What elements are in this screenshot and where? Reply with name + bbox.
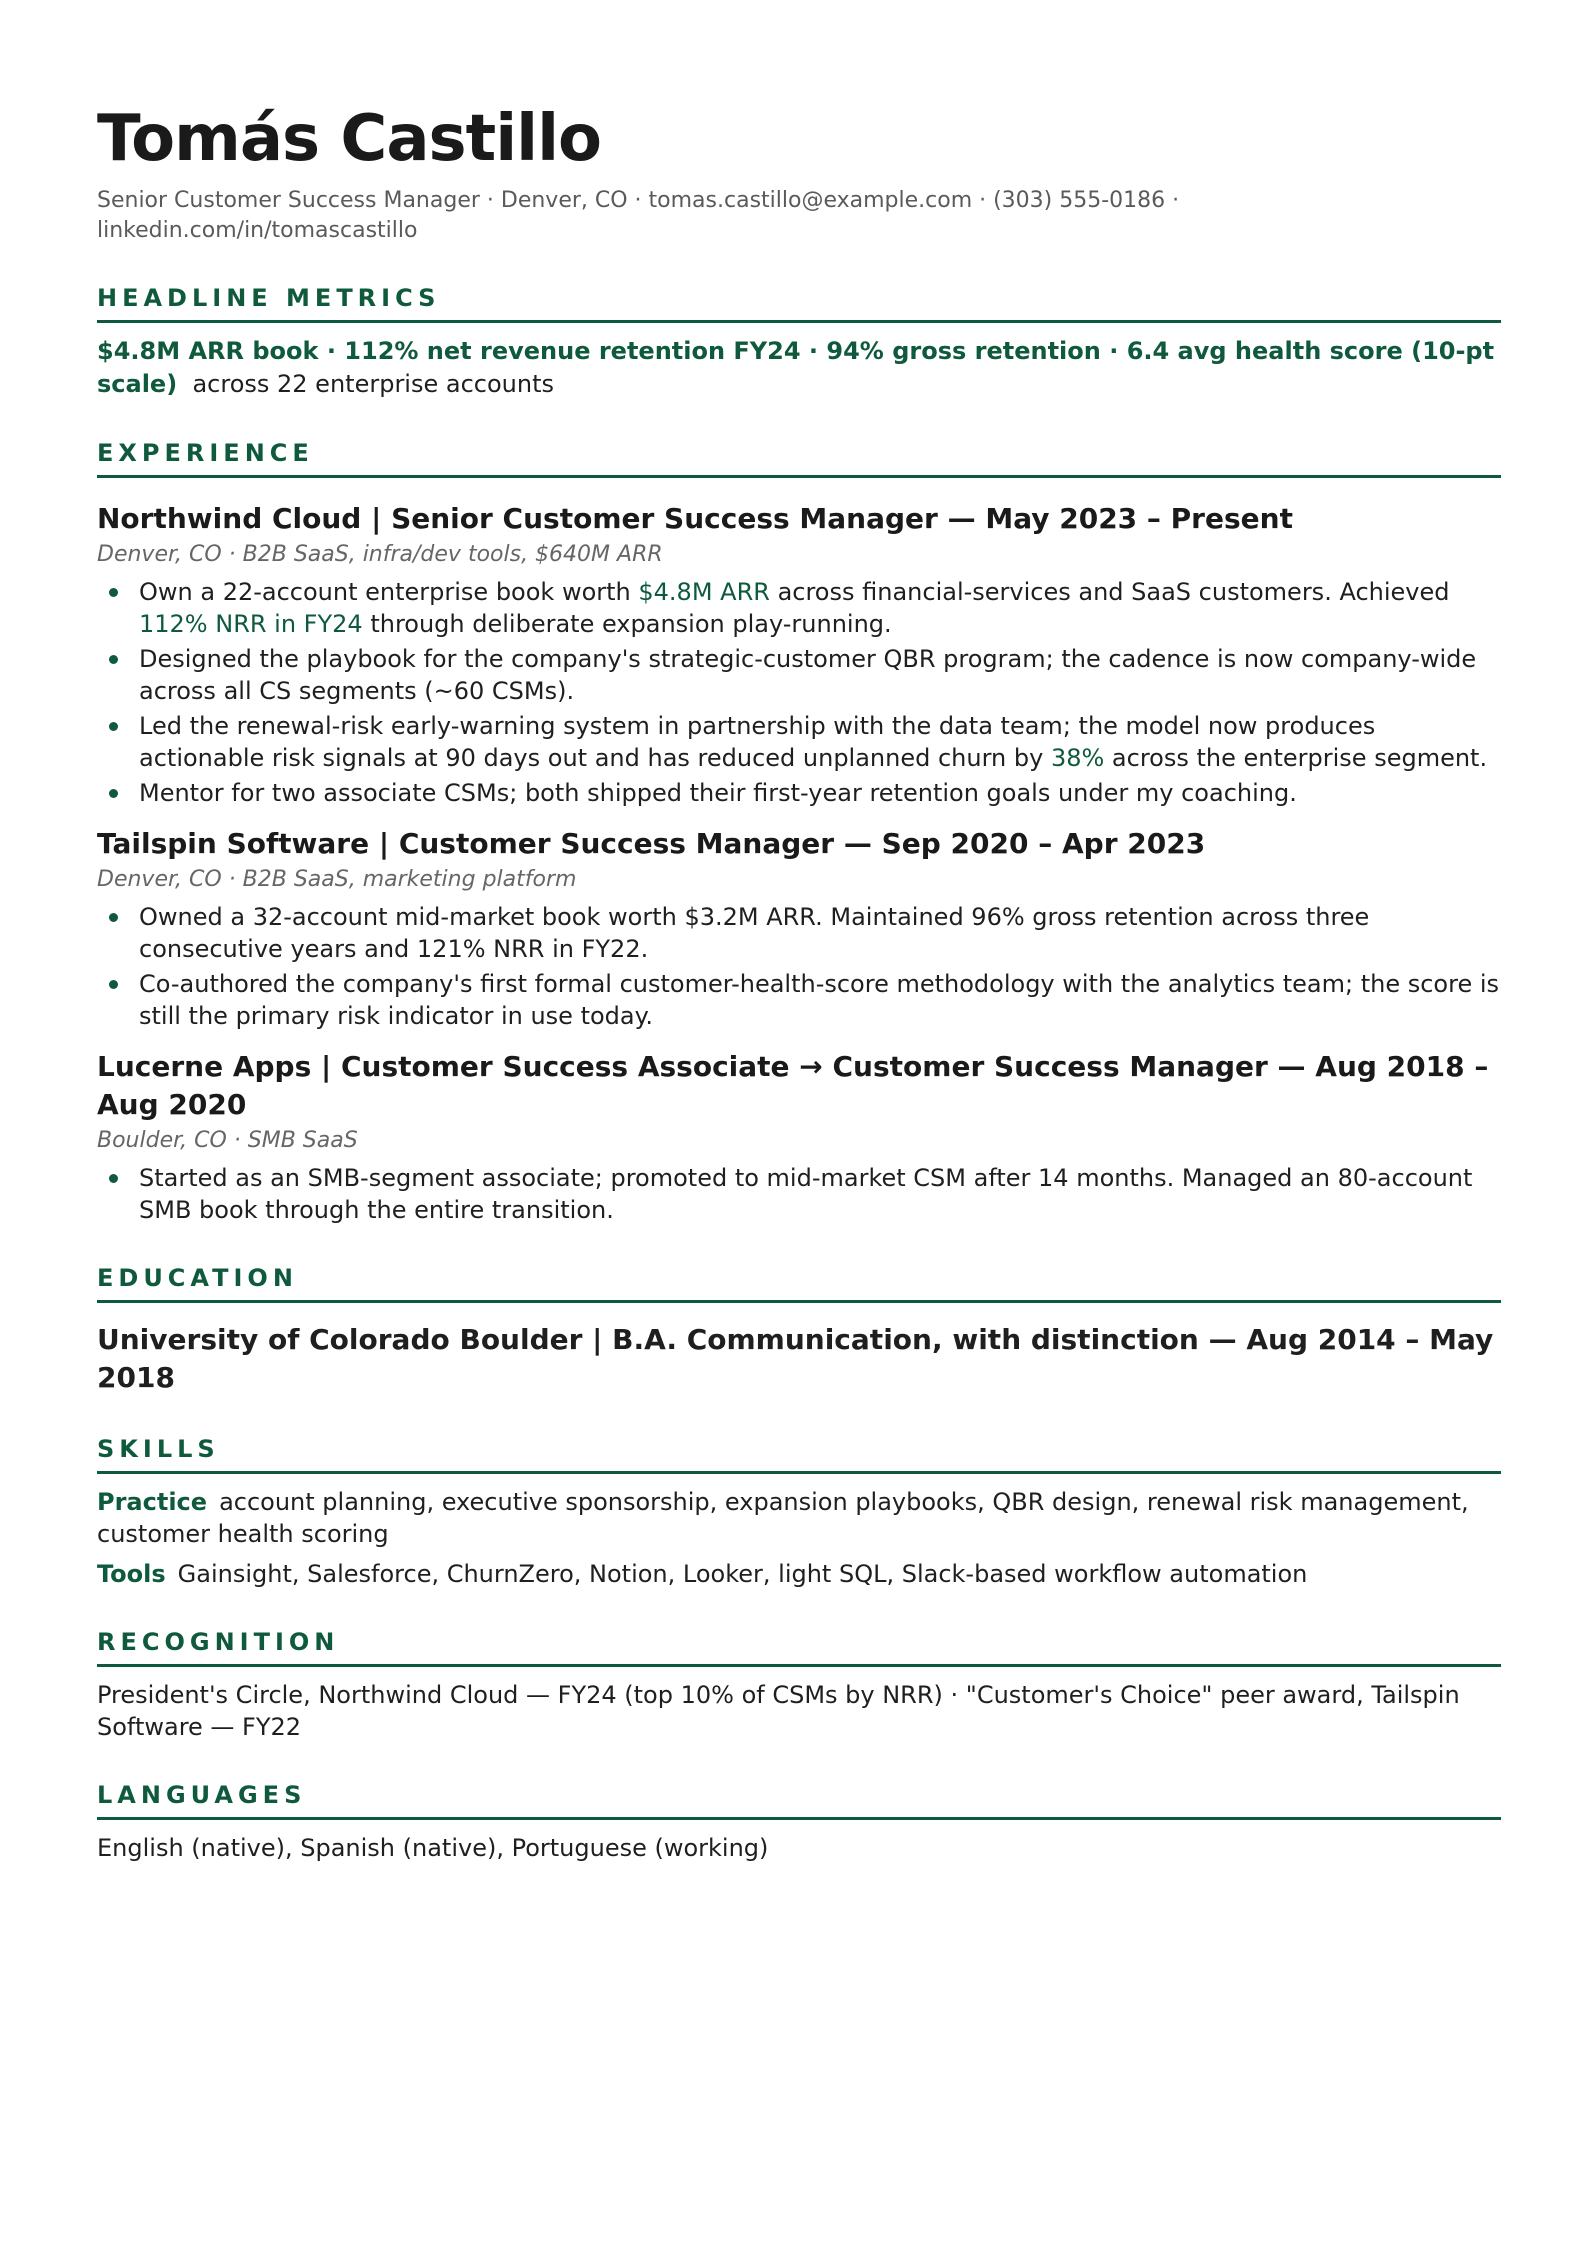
skill-value: Gainsight, Salesforce, ChurnZero, Notion, Looker, light SQL, Slack-based workflow automation <box>177 1560 1308 1588</box>
headline-metrics-section <box>97 282 1501 401</box>
bullet-text: Led the renewal-risk early-warning system in partnership with the data team; the model now produces actionable risk signals at 90 days out and has reduced unplanned churn by <box>139 712 1376 772</box>
experience-list <box>97 500 1501 1226</box>
headline-metrics-body <box>97 335 1501 401</box>
metric-gross-retention: 94% gross retention <box>826 337 1101 365</box>
bullet-text: Own a 22-account enterprise book worth <box>139 578 639 606</box>
job-bullets <box>97 576 1501 809</box>
job-bullet: Mentor for two associate CSMs; both shipped their first-year retention goals under my coaching. <box>97 777 1501 809</box>
job-meta: Denver, CO · B2B SaaS, infra/dev tools, $640M ARR <box>97 542 663 567</box>
recognition-text: President's Circle, Northwind Cloud — FY24 (top 10% of CSMs by NRR) · "Customer's Choice" peer award, Tailspin Software — FY22 <box>97 1681 1460 1741</box>
bullet-text: across financial-services and SaaS customers. Achieved <box>769 578 1450 606</box>
job-bullet <box>97 710 1501 774</box>
job-bullets <box>97 1162 1501 1226</box>
bullet-text: across the enterprise segment. <box>1104 744 1488 772</box>
skill-value: account planning, executive sponsorship, expansion playbooks, QBR design, renewal risk management, customer health scoring <box>97 1488 1469 1548</box>
job-entry <box>97 500 1501 809</box>
job-heading: Lucerne Apps | Customer Success Associate → Customer Success Manager — Aug 2018 – Aug 2020 <box>97 1050 1489 1121</box>
metric-separator: · <box>318 337 345 365</box>
section-title-education: EDUCATION <box>97 1262 1501 1303</box>
experience-section <box>97 437 1501 1226</box>
contact-info <box>97 186 1501 246</box>
metric-arr: $4.8M ARR book <box>97 337 319 365</box>
job-heading: Tailspin Software | Customer Success Manager — Sep 2020 – Apr 2023 <box>97 827 1206 860</box>
highlight-text: $4.8M ARR <box>638 578 770 606</box>
education-entry: University of Colorado Boulder | B.A. Communication, with distinction — Aug 2014 – May 2018 <box>97 1323 1494 1394</box>
section-title-skills: SKILLS <box>97 1433 1501 1474</box>
metrics-tail: across 22 enterprise accounts <box>192 370 554 398</box>
section-title-languages: LANGUAGES <box>97 1779 1501 1820</box>
resume-content <box>97 100 1501 1864</box>
skills-body <box>97 1486 1501 1590</box>
job-bullet <box>97 576 1501 640</box>
highlight-text: 112% NRR in FY24 <box>139 610 363 638</box>
candidate-name: Tomás Castillo <box>97 102 601 176</box>
job-entry <box>97 825 1501 1032</box>
job-meta: Boulder, CO · SMB SaaS <box>97 1128 358 1153</box>
skill-row-tools <box>97 1558 1501 1590</box>
job-bullet: Started as an SMB-segment associate; promoted to mid-market CSM after 14 months. Managed an 80-account SMB book through the entire transition. <box>97 1162 1501 1226</box>
metric-nrr: 112% net revenue retention FY24 <box>344 337 801 365</box>
contact-line-2: linkedin.com/in/tomascastillo <box>97 218 418 243</box>
highlight-text: 38% <box>1050 744 1105 772</box>
education-section <box>97 1262 1501 1397</box>
job-bullets <box>97 901 1501 1032</box>
job-meta: Denver, CO · B2B SaaS, marketing platform <box>97 867 577 892</box>
job-entry <box>97 1048 1501 1226</box>
job-bullet: Owned a 32-account mid-market book worth $3.2M ARR. Maintained 96% gross retention across three consecutive years and 121% NRR in FY22. <box>97 901 1501 965</box>
section-title-headline-metrics: HEADLINE METRICS <box>97 282 1501 323</box>
metric-separator: · <box>800 337 827 365</box>
recognition-section <box>97 1626 1501 1743</box>
section-title-experience: EXPERIENCE <box>97 437 1501 478</box>
skill-label: Practice <box>97 1488 208 1516</box>
metric-health-score: 6.4 avg health score (10-pt scale) <box>97 337 1495 398</box>
skill-label: Tools <box>97 1560 166 1588</box>
skill-row-practice <box>97 1486 1501 1550</box>
bullet-text: through deliberate expansion play-running. <box>362 610 892 638</box>
skills-section <box>97 1433 1501 1590</box>
job-bullet: Co-authored the company's first formal customer-health-score methodology with the analytics team; the score is still the primary risk indicator in use today. <box>97 968 1501 1032</box>
job-bullet: Designed the playbook for the company's strategic-customer QBR program; the cadence is now company-wide across all CS segments (~60 CSMs). <box>97 643 1501 707</box>
metric-separator: · <box>1100 337 1127 365</box>
languages-text: English (native), Spanish (native), Portuguese (working) <box>97 1834 769 1862</box>
section-title-recognition: RECOGNITION <box>97 1626 1501 1667</box>
languages-section <box>97 1779 1501 1864</box>
job-heading: Northwind Cloud | Senior Customer Success Manager — May 2023 – Present <box>97 502 1293 535</box>
contact-line-1: Senior Customer Success Manager · Denver, CO · tomas.castillo@example.com · (303) 555-0186 · <box>97 188 1180 213</box>
